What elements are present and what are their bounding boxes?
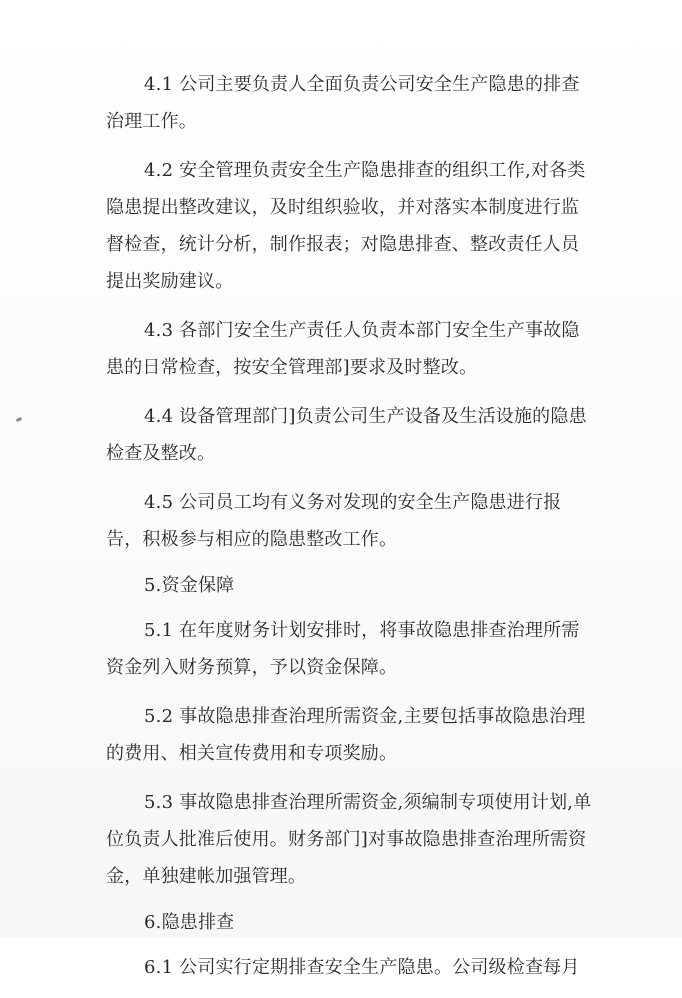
paragraph-4-4: 4.4 设备管理部门]负责公司生产设备及生活设施的隐患检查及整改。: [106, 406, 587, 464]
paragraph-5-2: 5.2 事故隐患排查治理所需资金,主要包括事故隐患治理的费用、相关宣传费用和专项奖励。: [106, 706, 586, 764]
paragraph-4-2: 4.2 安全管理负责安全生产隐患排查的组织工作,对各类隐患提出整改建议，及时组织验收，并对落实本制度进行监督检查，统计分析，制作报表；对隐患排查、整改责任人员提出奖励建议。: [106, 160, 586, 292]
paragraph-5-3: 5.3 事故隐患排查治理所需资金,须编制专项使用计划,单位负责人批准后使用。财务部门]对事故隐患排查治理所需资金，单独建帐加强管理。: [106, 792, 592, 887]
document-body: [106, 66, 592, 998]
paragraph-4-1: 4.1 公司主要负责人全面负责公司安全生产隐患的排查治理工作。: [106, 74, 580, 132]
section-heading-6: 6.隐患排查: [144, 912, 235, 933]
paragraph-4-5: 4.5 公司员工均有义务对发现的安全生产隐患进行报告，积极参与相应的隐患整改工作。: [106, 492, 562, 550]
paragraph-4-3: 4.3 各部门安全生产责任人负责本部门安全生产事故隐患的日常检查，按安全管理部]要求及时整改。: [106, 320, 580, 378]
paragraph-5-1: 5.1 在年度财务计划安排时，将事故隐患排查治理所需资金列入财务预算，予以资金保障。: [106, 620, 580, 678]
paragraph-6-1: 6.1 公司实行定期排查安全生产隐患。公司级检查每月: [144, 957, 580, 978]
section-heading-5: 5.资金保障: [144, 575, 235, 596]
scan-speck: [16, 417, 23, 422]
